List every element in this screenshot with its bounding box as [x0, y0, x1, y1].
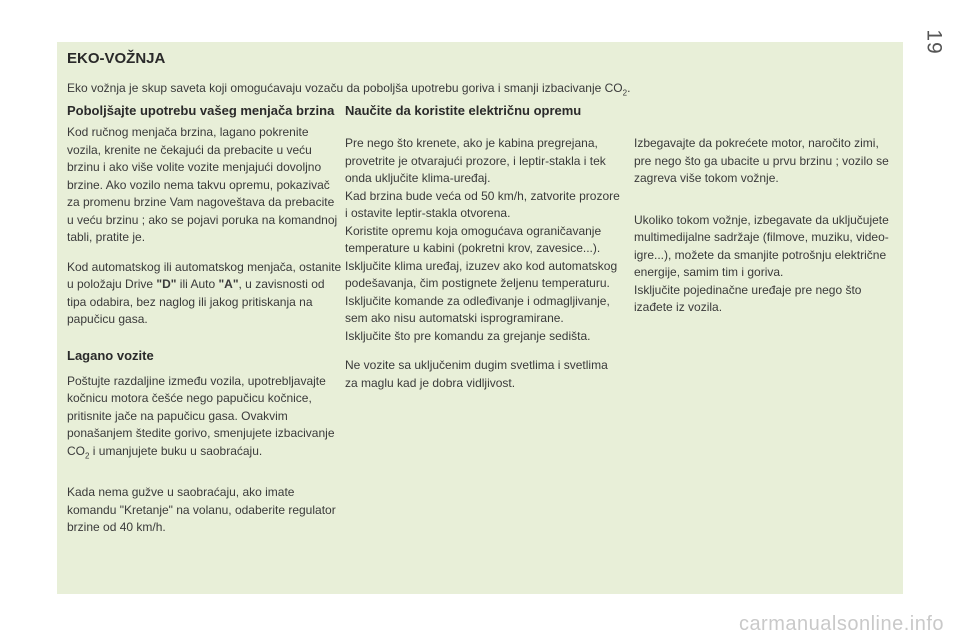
gentle-para-2: Kada nema gužve u saobraćaju, ako imate komandu "Kretanje" na volanu, odaberite regulator brzine od 40 km/h. — [67, 485, 336, 535]
intro-text — [67, 81, 887, 97]
electric-heading: Naučite da koristite električnu opremu — [345, 103, 582, 118]
gentle-para-1 — [67, 373, 342, 465]
gearbox-para-1: Kod ručnog menjača brzina, lagano pokrenite vozila, krenite ne čekajući da prebacite u veću brzinu i ako više volite vozite menjajući dovoljno brzine. Ako vozilo nema takvu opremu, pokazivač za promenu brzine Vam nagoveštava da prebacite u veću brzinu ; ako se pojavi poruka na komandnoj tabli, pratite je. — [67, 125, 338, 244]
column-middle — [345, 104, 620, 392]
auto-mode-label: "A" — [218, 277, 239, 291]
page-title: EKO-VOŽNJA — [67, 50, 166, 67]
gearbox-para-2 — [67, 259, 342, 329]
electric-para-3: Koristite opremu koja omogućava ograničavanje temperature u kabini (pokretni krov, zavesice...). — [345, 223, 602, 255]
gentle-para-1-b: i umanjujete buku u saobraćaju. — [89, 443, 263, 458]
gentle-heading: Lagano vozite — [67, 347, 154, 363]
electric-para-4: Isključite klima uređaj, izuzev ako kod automatskog podešavanja, čim postignete željenu temperaturu. — [345, 258, 618, 290]
gearbox-heading: Poboljšajte upotrebu vašeg menjača brzina — [67, 103, 335, 118]
electric-para-6: Isključite što pre komandu za grejanje sedišta. — [345, 328, 591, 343]
right-para-3: Isključite pojedinačne uređaje pre nego što izađete iz vozila. — [634, 282, 862, 314]
electric-para-1: Pre nego što krenete, ako je kabina pregrejana, provetrite je otvarajući prozore, i leptir-stakla i tek onda uključite klima-uređaj. — [345, 136, 606, 185]
drive-mode-label: "D" — [156, 277, 177, 291]
gearbox-para-2-a: Kod automatskog ili automatskog menjača, ostanite u položaju Drive — [67, 259, 342, 291]
electric-para-7: Ne vozite sa uključenim dugim svetlima i svetlima za maglu kad je dobra vidljivost. — [345, 358, 608, 390]
gentle-para-1-a: Poštujte razdaljine između vozila, upotrebljavajte kočnicu motora češće nego papučicu kočnice, pritisnite jače na papučicu gasa. Ovakvim ponašanjem štedite gorivo, smenjujete izbacivanje CO — [67, 373, 335, 458]
gearbox-para-2-b: ili Auto — [176, 277, 219, 291]
right-para-1: Izbegavajte da pokrećete motor, naročito zimi, pre nego što ga ubacite u prvu brzinu ; vozilo se zagreva više tokom vožnje. — [634, 136, 889, 185]
intro-text-main: Eko vožnja je skup saveta koji omogućavaju vozaču da poboljša upotrebu goriva i smanji izbacivanje CO — [67, 81, 623, 95]
gearbox-para-2-c: , u zavisnosti od tipa odabira, bez naglog ili jakog pritiskanja na papučicu gasa. — [67, 277, 325, 326]
column-right — [634, 135, 899, 317]
right-para-2: Ukoliko tokom vožnje, izbegavate da uključujete multimedijalne sadržaje (filmove, muziku, video-igre...), možete da smanjite potrošnju električne energije, samim tim i goriva. — [634, 212, 889, 279]
gentle-subscript: 2 — [85, 450, 90, 460]
page-number: 19 — [922, 29, 946, 55]
intro-end: . — [627, 81, 631, 95]
electric-para-2: Kad brzina bude veća od 50 km/h, zatvorite prozore i ostavite leptir-stakla otvorena. — [345, 188, 620, 220]
electric-para-5: Isključite komande za odleđivanje i odmagljivanje, sem ako nisu automatski isprogramirane. — [345, 293, 610, 325]
watermark: carmanualsonline.info — [738, 613, 944, 635]
column-left — [67, 104, 342, 537]
intro-subscript: 2 — [622, 88, 628, 98]
